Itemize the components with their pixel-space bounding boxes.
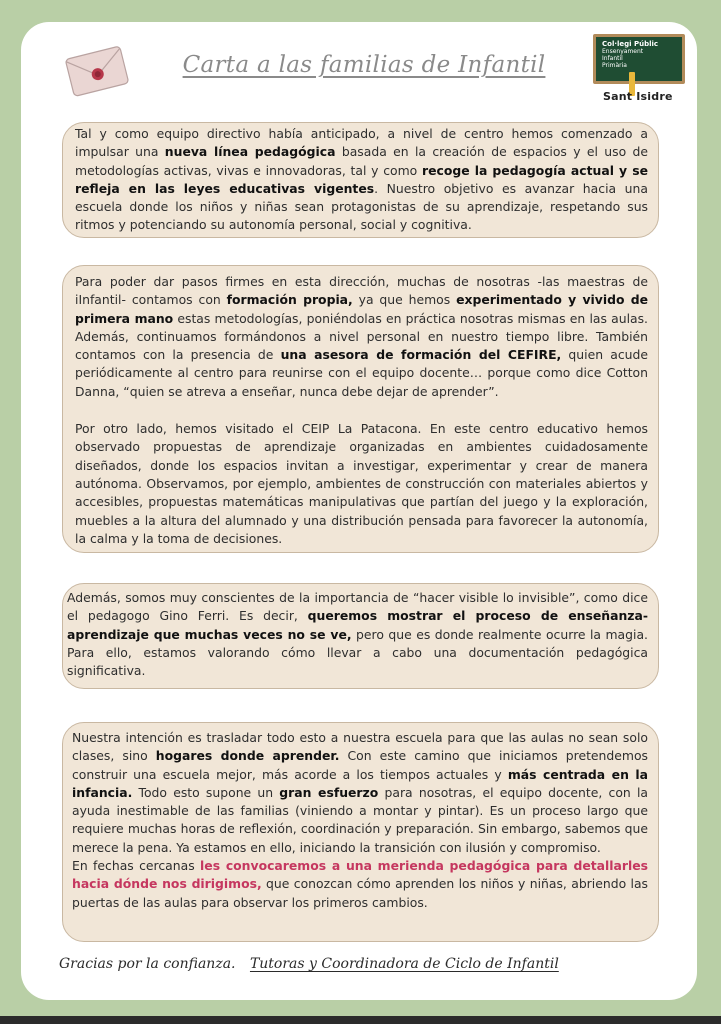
thanks-text: Gracias por la confianza. xyxy=(59,956,236,972)
highlighted-invitation: les convocaremos a una merienda pedagógica para detallarles hacia dónde nos dirigimos, xyxy=(72,858,648,892)
chalkboard-logo xyxy=(593,34,685,84)
paragraph: Por otro lado, hemos visitado el CEIP La Patacona. En este centro educativo hemos observado propuestas de aprendizaje organizadas en ambientes cuidadosamente diseñados, donde los espacios invitan a investigar, experimentar y crear de manera autónoma. Observamos, por ejemplo, ambientes de construcción con materiales abiertos y accesibles, propuestas matemáticas manipulativas que partían del juego y la exploración, muebles a la altura del alumnado y una distribución pensada para favorecer la autonomía, la calma y la toma de decisiones. xyxy=(75,421,648,546)
logo-line-1: Col·legi Públic xyxy=(602,40,659,48)
logo-line-2: Ensenyament xyxy=(602,48,644,55)
section-training xyxy=(62,265,659,553)
school-name: Sant Isidre xyxy=(603,90,673,103)
signature: Tutoras y Coordinadora de Ciclo de Infantil xyxy=(249,956,559,972)
paragraph: En fechas cercanas les convocaremos a una merienda pedagógica para detallarles hacia dónde nos dirigimos, que conozcan cómo aprenden los niños y niñas, abriendo las puertas de las aulas para observar los primeros cambios. xyxy=(72,858,649,910)
bottom-bar xyxy=(0,1016,721,1024)
logo-line-3: Infantil xyxy=(602,55,623,62)
school-logo xyxy=(589,32,693,104)
paragraph: Para poder dar pasos firmes en esta dirección, muchas de nosotras -las maestras de iInfantil- contamos con formación propia, ya que hemos experimentado y vivido de primera mano estas metodologías, poniéndolas en práctica nosotras mismas en las aulas. Además, continuamos formándonos a nivel personal en nuestro tiempo libre. También contamos con la presencia de una asesora de formación del CEFIRE, quien acude periódicamente al centro para reunirse con el equipo docente… porque como dice Cotton Danna, “quien se atreva a enseñar, nunca debe dejar de aprender”. xyxy=(75,274,649,399)
logo-line-4: Primària xyxy=(602,62,627,69)
section-new-pedagogy xyxy=(62,122,659,238)
page-title: Carta a las familias de Infantil xyxy=(182,52,546,78)
paragraph: Nuestra intención es trasladar todo esto a nuestra escuela para que las aulas no sean solo clases, sino hogares donde aprender. Con este camino que iniciamos pretendemos construir una escuela mejor, más acorde a los tiempos actuales y más centrada en la infancia. Todo esto supone un gran esfuerzo para nosotras, el equipo docente, con la ayuda inestimable de las familias (viniendo a montar y pintar). Es un proceso largo que requiere muchas horas de reflexión, coordinación y preparación. Sin embargo, sabemos que merece la pena. Ya estamos en ello, iniciando la transición con ilusión y compromiso. xyxy=(72,730,649,855)
section-intention xyxy=(62,722,659,942)
paragraph: Además, somos muy conscientes de la importancia de “hacer visible lo invisible”, como dice el pedagogo Gino Ferri. Es decir, queremos mostrar el proceso de enseñanza-aprendizaje que muchas veces no se ve, pero que es donde realmente ocurre la magia. Para ello, estamos valorando cómo llevar a cabo una documentación pedagógica significativa. xyxy=(67,590,649,679)
paragraph: Tal y como equipo directivo había anticipado, a nivel de centro hemos comenzado a impulsar una nueva línea pedagógica basada en la creación de espacios y el uso de metodologías activas, vivas e innovadoras, tal y como recoge la pedagogía actual y se refleja en las leyes educativas vigentes. Nuestro objetivo es avanzar hacia una escuela donde los niños y niñas sean protagonistas de su aprendizaje, respetando sus ritmos y potenciando su autonomía personal, social y cognitiva. xyxy=(75,126,648,233)
closing-line xyxy=(59,956,669,972)
section-visible-invisible xyxy=(62,583,659,689)
envelope-icon xyxy=(63,42,133,100)
letter-page xyxy=(21,22,697,1000)
